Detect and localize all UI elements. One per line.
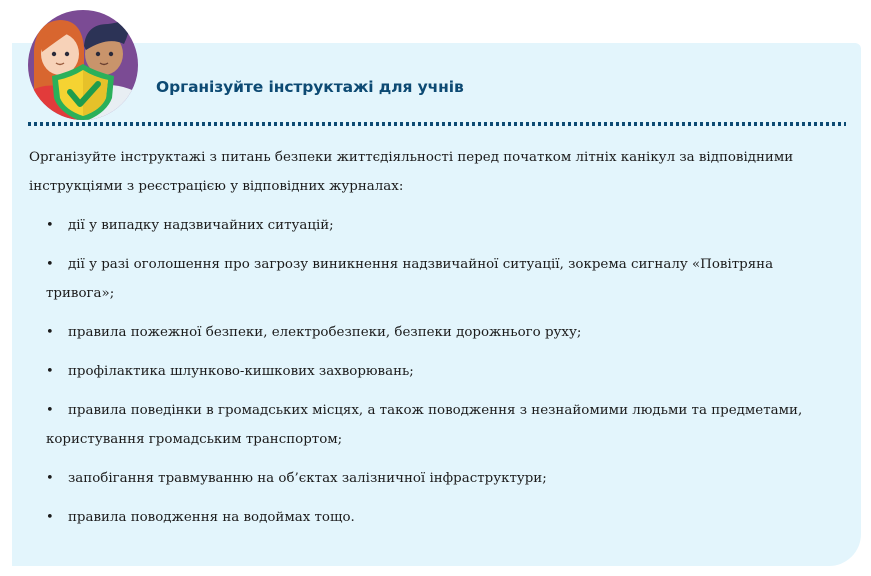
bullet-icon: • bbox=[46, 364, 54, 379]
list-item: • правила пожежної безпеки, електробезпеки, безпеки дорожнього руху; bbox=[29, 318, 829, 347]
bullet-icon: • bbox=[46, 471, 54, 486]
dotted-divider bbox=[28, 122, 846, 126]
list-item: • профілактика шлунково-кишкових захворювань; bbox=[29, 357, 829, 386]
bullet-icon: • bbox=[46, 257, 54, 272]
list-item: • правила поведінки в громадських місцях, а також поводження з незнайомими людьми та предметами, користування громадським транспортом; bbox=[29, 396, 829, 454]
bullet-icon: • bbox=[46, 510, 54, 525]
bullet-icon: • bbox=[46, 218, 54, 233]
list-item: • дії у разі оголошення про загрозу виникнення надзвичайної ситуації, зокрема сигналу «Повітряна тривога»; bbox=[29, 250, 829, 308]
instruction-list bbox=[29, 211, 829, 532]
list-item: • запобігання травмуванню на об’єктах залізничної інфраструктури; bbox=[29, 464, 829, 493]
students-with-shield-checkmark-icon bbox=[28, 10, 138, 120]
card-title: Організуйте інструктажі для учнів bbox=[156, 78, 464, 96]
list-item: • правила поводження на водоймах тощо. bbox=[29, 503, 829, 532]
list-item: • дії у випадку надзвичайних ситуацій; bbox=[29, 211, 829, 240]
card-body bbox=[29, 143, 829, 542]
bullet-icon: • bbox=[46, 403, 54, 418]
bullet-icon: • bbox=[46, 325, 54, 340]
intro-paragraph: Організуйте інструктажі з питань безпеки життєдіяльності перед початком літніх канікул за відповідними інструкціями з реєстрацією у відповідних журналах: bbox=[29, 150, 794, 194]
